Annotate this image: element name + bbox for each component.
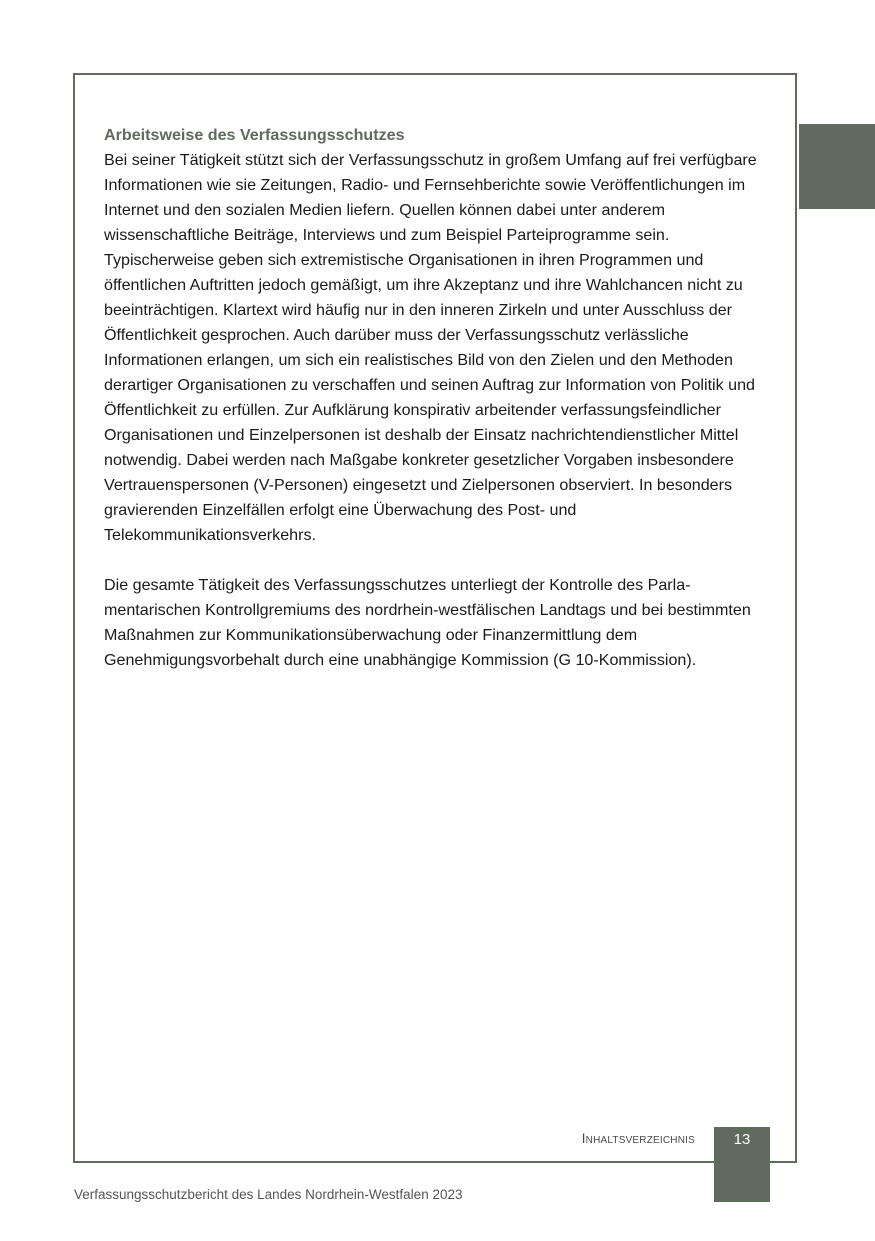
section-heading: Arbeitsweise des Verfassungsschutzes (104, 126, 405, 144)
paragraph-oversight: Die gesamte Tätigkeit des Verfassungsschutzes unterliegt der Kontrolle des Parlamentarischen Kontrollgremiums des nordrhein-westfälischen Landtags und bei bestimmten Maßnahmen zur Kommunikationsüberwachung oder Finanzermittlung dem Genehmigungsvorbehalt durch eine unabhängige Kommission (G 10-Kommission). (104, 576, 751, 669)
main-content (104, 123, 769, 673)
page-number: 13 (733, 1131, 751, 1148)
chapter-side-tab (799, 124, 875, 209)
footer-publication-title: Verfassungsschutzbericht des Landes Nordrhein-Westfalen 2023 (74, 1187, 463, 1202)
table-of-contents-link[interactable]: Inhaltsverzeichnis (581, 1130, 695, 1146)
paragraph-methods: Bei seiner Tätigkeit stützt sich der Verfassungsschutz in großem Umfang auf frei verfügbare Informationen wie sie Zeitungen, Radio- und Fernsehberichte sowie Veröffentlichungen im Internet und den sozialen Medien liefern. Quellen können dabei unter anderem wissenschaftliche Beiträge, Interviews und zum Beispiel Parteiprogramme sein. Typischerweise geben sich extremistische Organisationen in ihren Programmen und öffentlichen Auftritten jedoch gemäßigt, um ihre Akzeptanz und ihre Wahlchancen nicht zu beeinträchtigen. Klartext wird häufig nur in den inneren Zirkeln und unter Ausschluss der Öffentlichkeit gesprochen. Auch darüber muss der Verfassungsschutz verlässliche Informationen erlangen, um sich ein realistisches Bild von den Zielen und den Methoden derartiger Organisationen zu verschaffen und seinen Auftrag zur Information von Politik und Öffentlichkeit zu erfüllen. Zur Aufklärung konspirativ arbeitender verfassungsfeindlicher Organisationen und Einzelpersonen ist deshalb der Einsatz nachrichtendienstlicher Mittel notwendig. Dabei werden nach Maßgabe konkreter gesetzlicher Vorgaben insbesondere Vertrauenspersonen (V-Personen) eingesetzt und Zielpersonen observiert. In besonders gravierenden Einzelfällen erfolgt eine Überwachung des Post- und Telekommunikationsverkehrs. (104, 151, 757, 544)
